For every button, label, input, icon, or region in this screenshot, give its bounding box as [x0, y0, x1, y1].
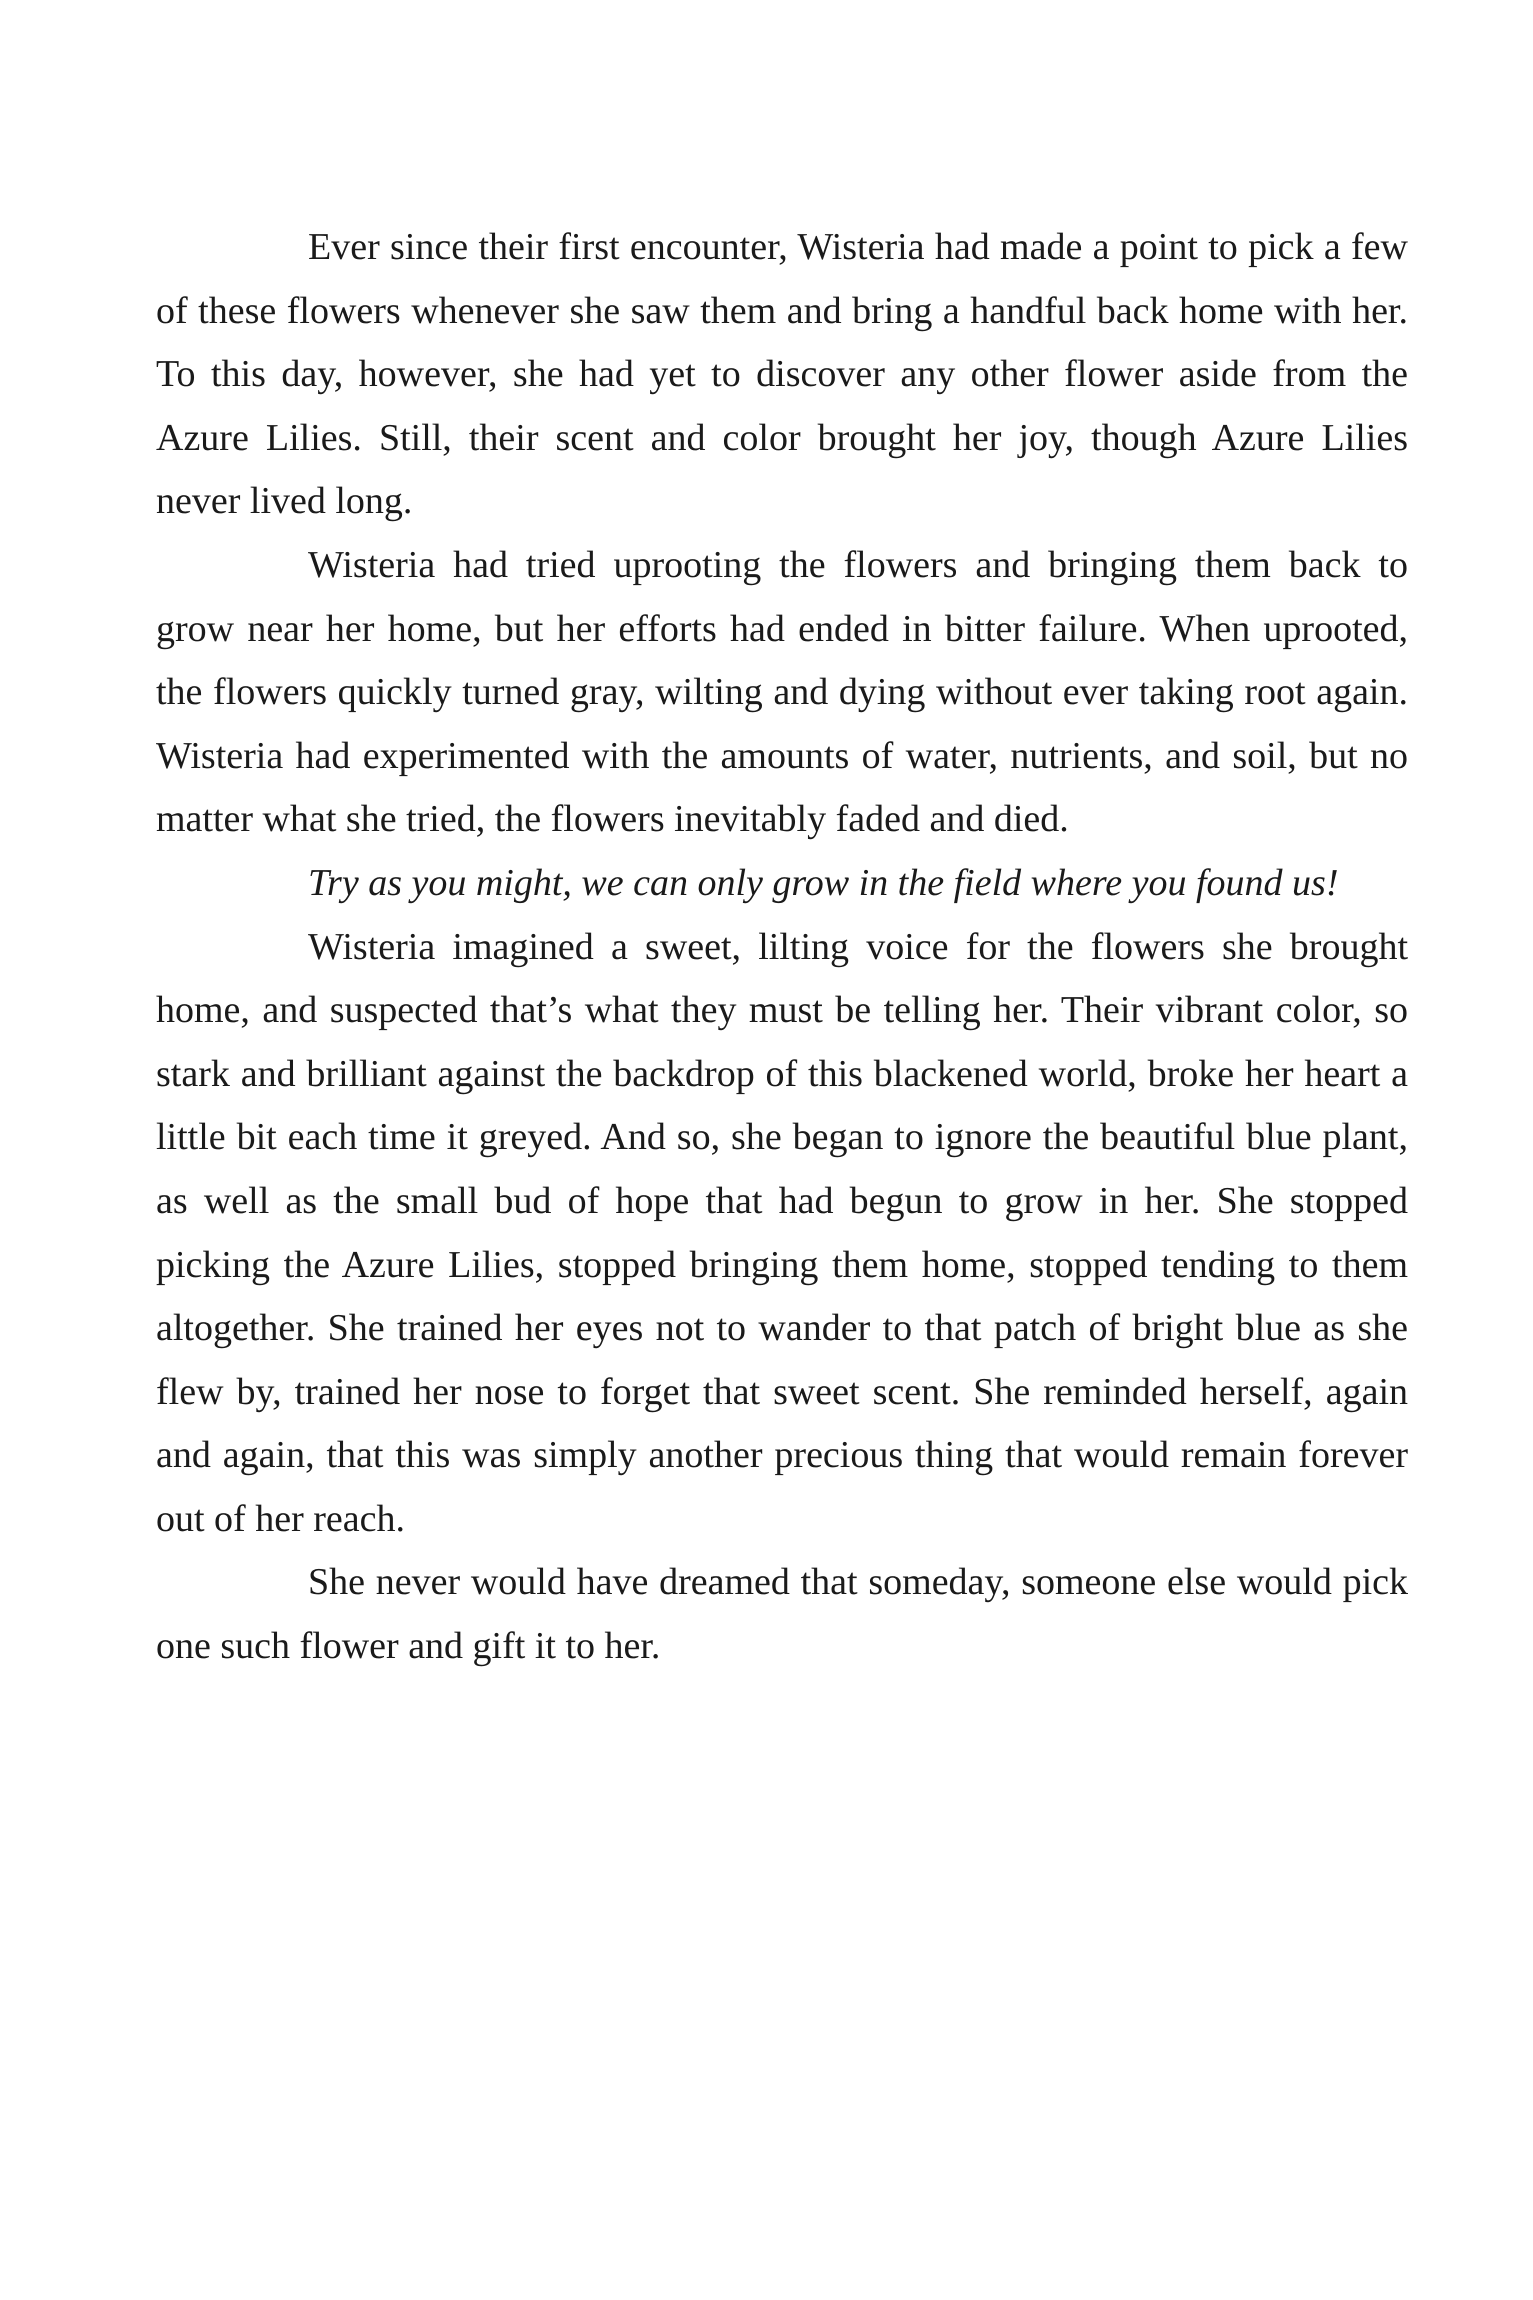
paragraph-4: Wisteria imagined a sweet, lilting voice for the flowers she brought home, and suspected that’s what they must be telling her. Their vibrant color, so stark and brilliant against the backdrop of this blackened world, broke her heart a little bit each time it greyed. And so, she began to ignore the beautiful blue plant, as well as the small bud of hope that had begun to grow in her. She stopped picking the Azure Lilies, stopped bringing them home, stopped tending to them altogether. She trained her eyes not to wander to that patch of bright blue as she flew by, trained her nose to forget that sweet scent. She reminded herself, again and again, that this was simply another precious thing that would remain forever out of her reach. [156, 925, 1408, 1540]
paragraph-2: Wisteria had tried uprooting the flowers and bringing them back to grow near her home, but her efforts had ended in bitter failure. When uprooted, the flowers quickly turned gray, wilting and dying without ever taking root again. Wisteria had experimented with the amounts of water, nutrients, and soil, but no matter what she tried, the flowers inevitably faded and died. [156, 543, 1408, 841]
paragraph-5: She never would have dreamed that someday, someone else would pick one such flower and gift it to her. [156, 1561, 1408, 1668]
paragraph-1: Ever since their first encounter, Wisteria had made a point to pick a few of these flowers whenever she saw them and bring a handful back home with her. To this day, however, she had yet to discover any other flower aside from the Azure Lilies. Still, their scent and color brought her joy, though Azure Lilies never lived long. [156, 226, 1408, 523]
paragraph-3-italic-thought: Try as you might, we can only grow in the field where you found us! [308, 861, 1339, 904]
page-body-text [156, 216, 1408, 1679]
